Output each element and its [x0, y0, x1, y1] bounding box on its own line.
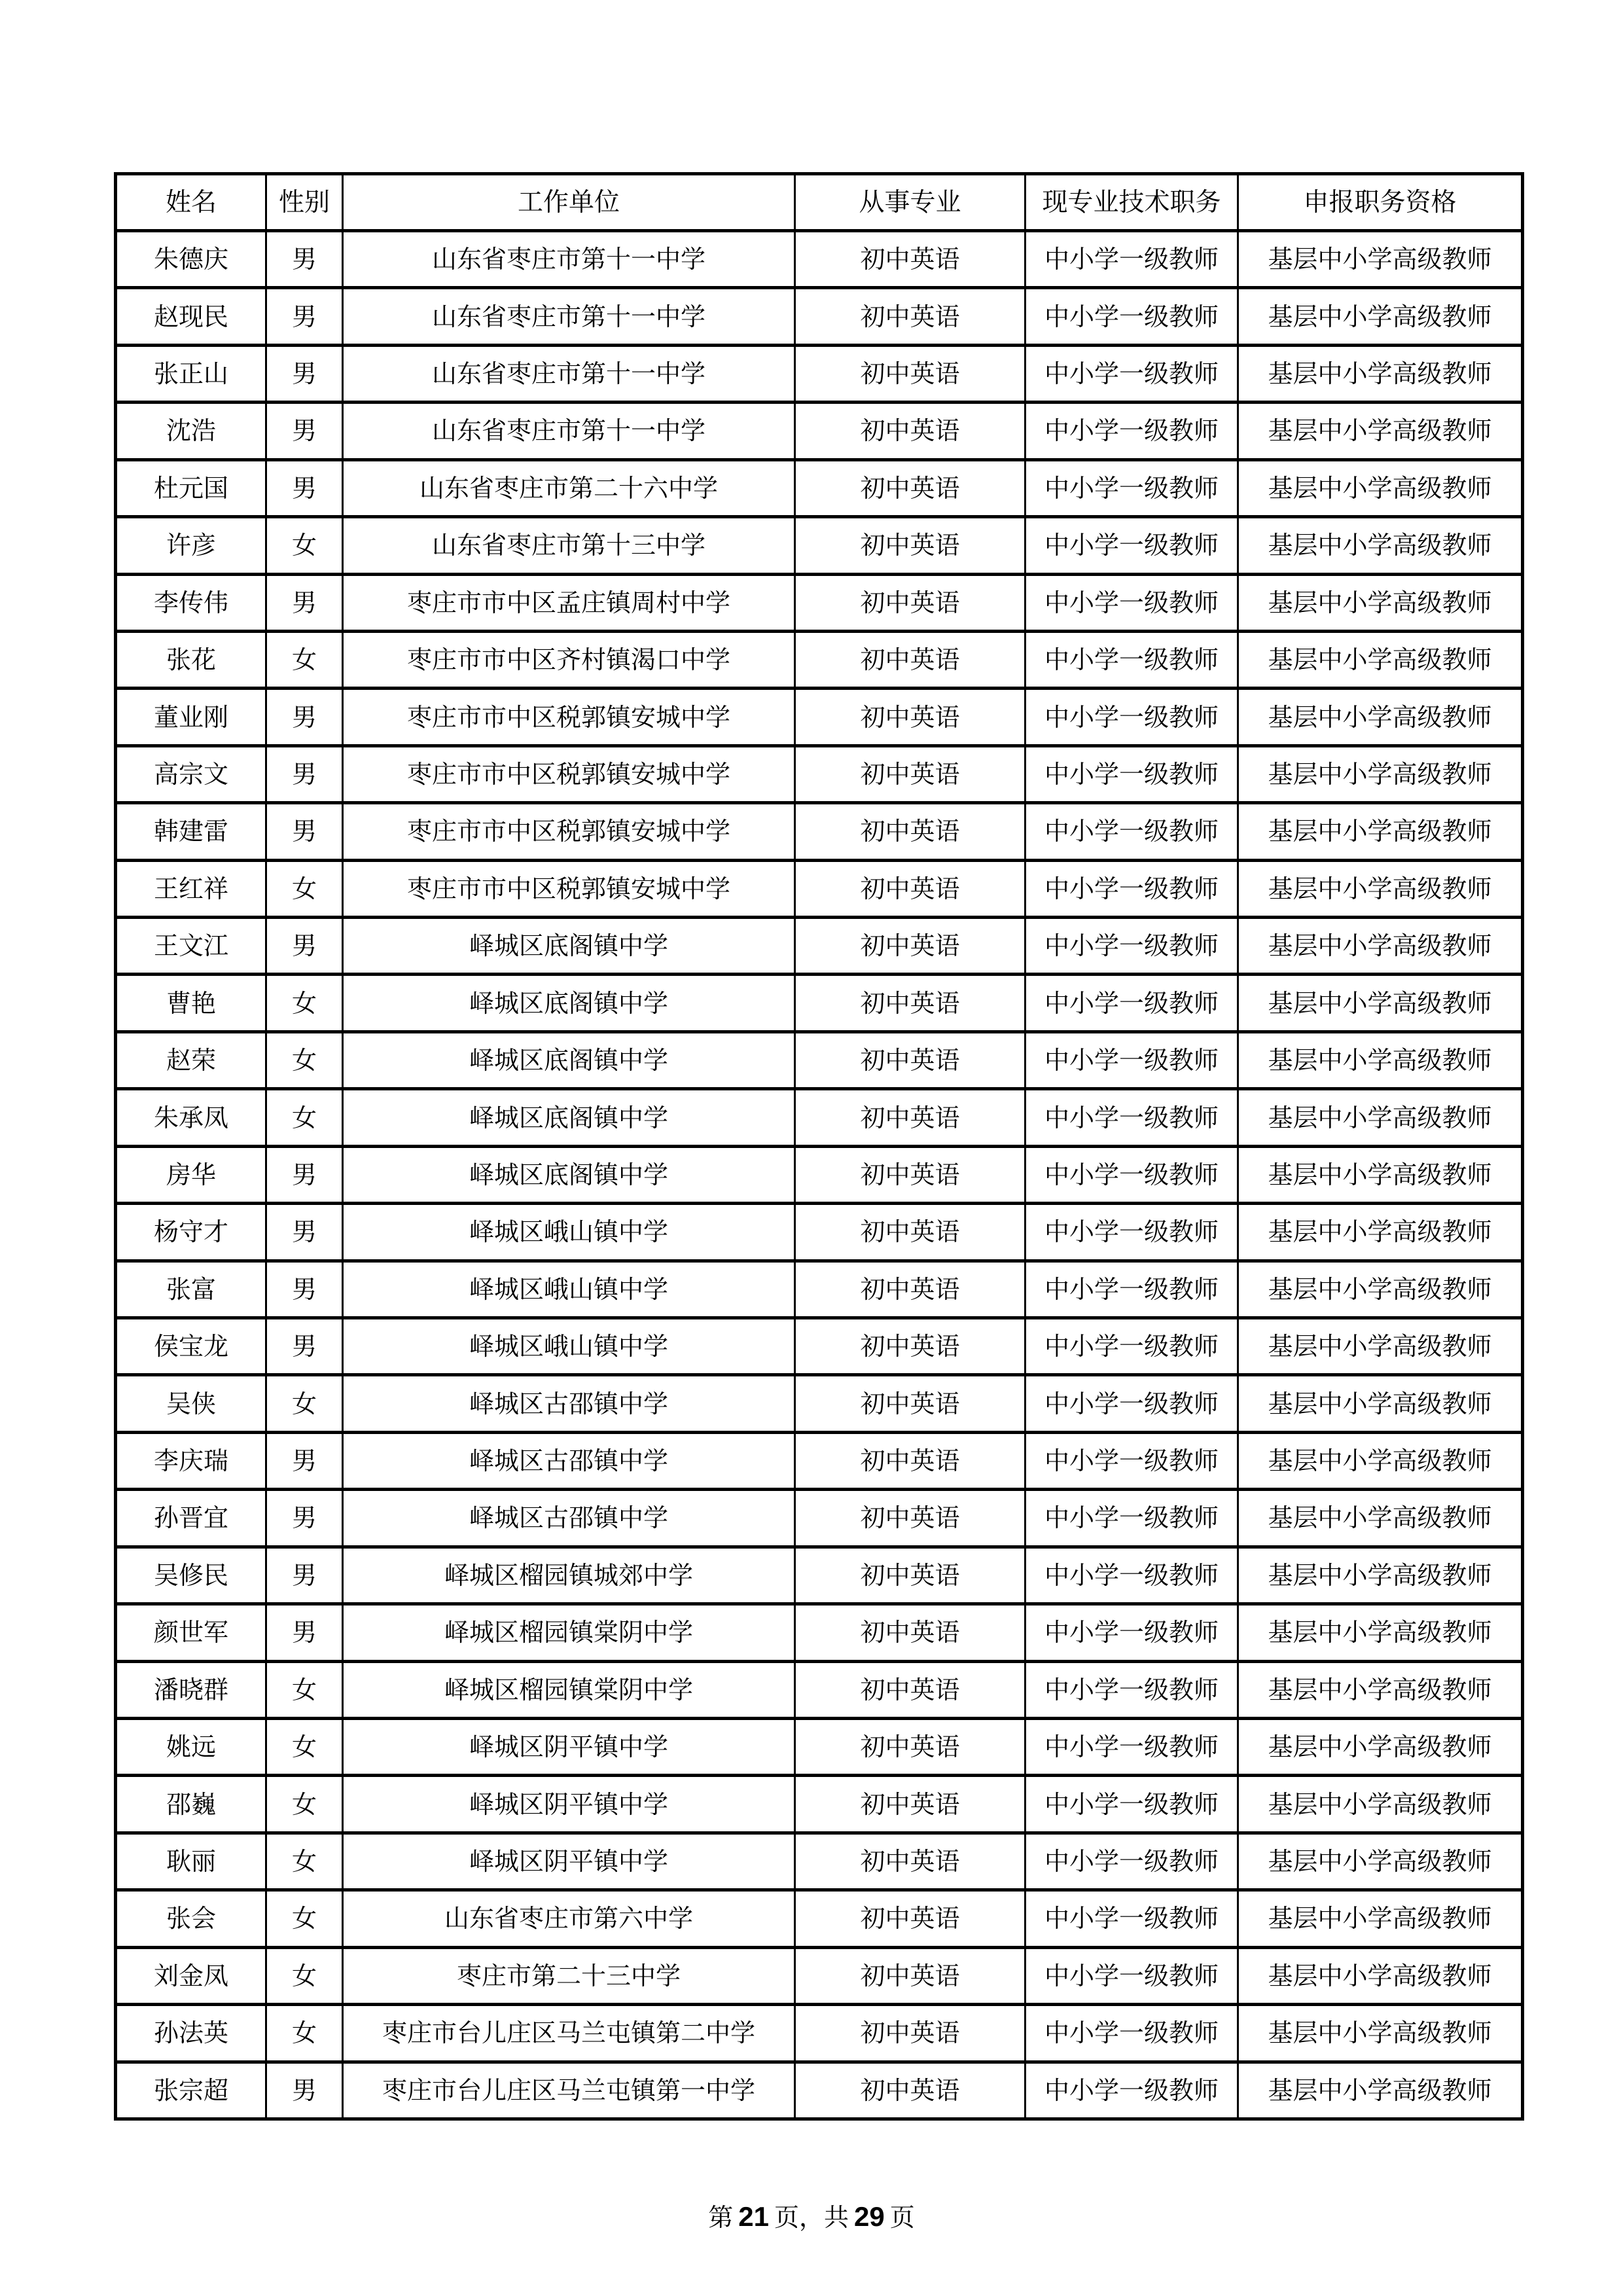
- cell-name: 许彦: [116, 517, 266, 574]
- table-row: [116, 1318, 1523, 1375]
- table-row: [116, 1490, 1523, 1547]
- table-row: [116, 517, 1523, 574]
- cell-work-unit: 山东省枣庄市第十一中学: [343, 345, 795, 402]
- cell-work-unit: 峄城区阴平镇中学: [343, 1833, 795, 1890]
- table-row: [116, 1718, 1523, 1775]
- table-row: [116, 803, 1523, 860]
- cell-current-title: 中小学一级教师: [1026, 1718, 1238, 1775]
- cell-name: 王红祥: [116, 860, 266, 917]
- cell-name: 杜元国: [116, 459, 266, 516]
- cell-major: 初中英语: [795, 689, 1026, 745]
- cell-work-unit: 枣庄市市中区税郭镇安城中学: [343, 803, 795, 860]
- table-row: [116, 1089, 1523, 1146]
- cell-current-title: 中小学一级教师: [1026, 574, 1238, 631]
- cell-work-unit: 峄城区底阁镇中学: [343, 918, 795, 975]
- cell-apply-title: 基层中小学高级教师: [1238, 403, 1523, 459]
- cell-apply-title: 基层中小学高级教师: [1238, 918, 1523, 975]
- cell-major: 初中英语: [795, 631, 1026, 688]
- cell-name: 邵巍: [116, 1776, 266, 1833]
- table-row: [116, 1204, 1523, 1261]
- cell-current-title: 中小学一级教师: [1026, 2062, 1238, 2119]
- cell-name: 韩建雷: [116, 803, 266, 860]
- cell-name: 张会: [116, 1890, 266, 1947]
- cell-work-unit: 山东省枣庄市第十一中学: [343, 403, 795, 459]
- footer-middle: 页，共: [774, 2203, 849, 2232]
- cell-major: 初中英语: [795, 345, 1026, 402]
- cell-name: 刘金凤: [116, 1947, 266, 2004]
- cell-gender: 男: [266, 1604, 343, 1661]
- cell-major: 初中英语: [795, 918, 1026, 975]
- table-row: [116, 975, 1523, 1031]
- cell-gender: 男: [266, 1547, 343, 1604]
- cell-apply-title: 基层中小学高级教师: [1238, 1776, 1523, 1833]
- cell-work-unit: 山东省枣庄市第六中学: [343, 1890, 795, 1947]
- cell-apply-title: 基层中小学高级教师: [1238, 2062, 1523, 2119]
- cell-name: 杨守才: [116, 1204, 266, 1261]
- cell-major: 初中英语: [795, 1890, 1026, 1947]
- footer-prefix: 第: [708, 2203, 734, 2232]
- cell-major: 初中英语: [795, 803, 1026, 860]
- table-row: [116, 345, 1523, 402]
- cell-gender: 女: [266, 1089, 343, 1146]
- cell-major: 初中英语: [795, 1318, 1026, 1375]
- cell-gender: 女: [266, 860, 343, 917]
- cell-name: 孙晋宜: [116, 1490, 266, 1547]
- cell-current-title: 中小学一级教师: [1026, 803, 1238, 860]
- cell-major: 初中英语: [795, 860, 1026, 917]
- cell-apply-title: 基层中小学高级教师: [1238, 689, 1523, 745]
- cell-current-title: 中小学一级教师: [1026, 631, 1238, 688]
- cell-current-title: 中小学一级教师: [1026, 860, 1238, 917]
- cell-gender: 男: [266, 1490, 343, 1547]
- header-apply-title: 申报职务资格: [1238, 174, 1523, 231]
- cell-name: 赵现民: [116, 288, 266, 345]
- cell-apply-title: 基层中小学高级教师: [1238, 1261, 1523, 1318]
- table-row: [116, 459, 1523, 516]
- header-name: 姓名: [116, 174, 266, 231]
- table-row: [116, 1661, 1523, 1718]
- cell-current-title: 中小学一级教师: [1026, 1146, 1238, 1203]
- cell-name: 曹艳: [116, 975, 266, 1031]
- cell-work-unit: 峄城区阴平镇中学: [343, 1776, 795, 1833]
- cell-work-unit: 峄城区底阁镇中学: [343, 1089, 795, 1146]
- table-row: [116, 689, 1523, 745]
- cell-name: 高宗文: [116, 745, 266, 802]
- table-row: [116, 1604, 1523, 1661]
- cell-apply-title: 基层中小学高级教师: [1238, 1661, 1523, 1718]
- cell-current-title: 中小学一级教师: [1026, 459, 1238, 516]
- cell-work-unit: 峄城区阴平镇中学: [343, 1718, 795, 1775]
- cell-major: 初中英语: [795, 1833, 1026, 1890]
- cell-apply-title: 基层中小学高级教师: [1238, 288, 1523, 345]
- cell-name: 张富: [116, 1261, 266, 1318]
- cell-work-unit: 枣庄市市中区齐村镇渴口中学: [343, 631, 795, 688]
- cell-gender: 男: [266, 803, 343, 860]
- cell-major: 初中英语: [795, 1490, 1026, 1547]
- cell-work-unit: 峄城区底阁镇中学: [343, 1146, 795, 1203]
- table-row: [116, 2005, 1523, 2062]
- cell-name: 董业刚: [116, 689, 266, 745]
- cell-major: 初中英语: [795, 975, 1026, 1031]
- cell-apply-title: 基层中小学高级教师: [1238, 459, 1523, 516]
- cell-name: 赵荣: [116, 1031, 266, 1088]
- cell-gender: 男: [266, 1146, 343, 1203]
- cell-name: 沈浩: [116, 403, 266, 459]
- cell-current-title: 中小学一级教师: [1026, 1890, 1238, 1947]
- cell-gender: 男: [266, 1204, 343, 1261]
- cell-apply-title: 基层中小学高级教师: [1238, 1718, 1523, 1775]
- table-row: [116, 918, 1523, 975]
- cell-current-title: 中小学一级教师: [1026, 1604, 1238, 1661]
- cell-major: 初中英语: [795, 459, 1026, 516]
- cell-apply-title: 基层中小学高级教师: [1238, 1089, 1523, 1146]
- cell-work-unit: 峄城区古邵镇中学: [343, 1375, 795, 1432]
- cell-apply-title: 基层中小学高级教师: [1238, 517, 1523, 574]
- table-body: [116, 231, 1523, 2119]
- cell-apply-title: 基层中小学高级教师: [1238, 1547, 1523, 1604]
- cell-work-unit: 峄城区古邵镇中学: [343, 1432, 795, 1489]
- cell-current-title: 中小学一级教师: [1026, 403, 1238, 459]
- cell-current-title: 中小学一级教师: [1026, 1833, 1238, 1890]
- cell-gender: 男: [266, 288, 343, 345]
- cell-major: 初中英语: [795, 1661, 1026, 1718]
- cell-work-unit: 枣庄市市中区税郭镇安城中学: [343, 745, 795, 802]
- cell-work-unit: 山东省枣庄市第十三中学: [343, 517, 795, 574]
- cell-name: 姚远: [116, 1718, 266, 1775]
- cell-gender: 男: [266, 1432, 343, 1489]
- cell-apply-title: 基层中小学高级教师: [1238, 1604, 1523, 1661]
- cell-apply-title: 基层中小学高级教师: [1238, 745, 1523, 802]
- cell-apply-title: 基层中小学高级教师: [1238, 1375, 1523, 1432]
- cell-current-title: 中小学一级教师: [1026, 231, 1238, 288]
- cell-name: 张花: [116, 631, 266, 688]
- cell-current-title: 中小学一级教师: [1026, 1432, 1238, 1489]
- current-page-number: 21: [738, 2201, 769, 2232]
- cell-name: 吴侠: [116, 1375, 266, 1432]
- total-pages-number: 29: [854, 2201, 885, 2232]
- cell-work-unit: 峄城区底阁镇中学: [343, 975, 795, 1031]
- header-gender: 性别: [266, 174, 343, 231]
- cell-name: 吴修民: [116, 1547, 266, 1604]
- cell-work-unit: 山东省枣庄市第二十六中学: [343, 459, 795, 516]
- table-row: [116, 1432, 1523, 1489]
- cell-work-unit: 山东省枣庄市第十一中学: [343, 231, 795, 288]
- cell-gender: 男: [266, 574, 343, 631]
- table-row: [116, 403, 1523, 459]
- cell-major: 初中英语: [795, 517, 1026, 574]
- table-header: [116, 174, 1523, 231]
- cell-name: 张正山: [116, 345, 266, 402]
- cell-current-title: 中小学一级教师: [1026, 288, 1238, 345]
- cell-apply-title: 基层中小学高级教师: [1238, 631, 1523, 688]
- cell-gender: 女: [266, 1718, 343, 1775]
- cell-current-title: 中小学一级教师: [1026, 1089, 1238, 1146]
- table-row: [116, 1547, 1523, 1604]
- page-footer: [0, 2202, 1623, 2233]
- cell-gender: 男: [266, 1261, 343, 1318]
- table-row: [116, 631, 1523, 688]
- cell-current-title: 中小学一级教师: [1026, 918, 1238, 975]
- cell-name: 朱德庆: [116, 231, 266, 288]
- cell-work-unit: 峄城区底阁镇中学: [343, 1031, 795, 1088]
- cell-major: 初中英语: [795, 2005, 1026, 2062]
- cell-current-title: 中小学一级教师: [1026, 2005, 1238, 2062]
- teacher-roster-table: [114, 172, 1524, 2121]
- cell-gender: 女: [266, 1833, 343, 1890]
- table-row: [116, 288, 1523, 345]
- cell-work-unit: 峄城区榴园镇棠阴中学: [343, 1604, 795, 1661]
- cell-name: 孙法英: [116, 2005, 266, 2062]
- cell-apply-title: 基层中小学高级教师: [1238, 1204, 1523, 1261]
- cell-apply-title: 基层中小学高级教师: [1238, 1318, 1523, 1375]
- cell-gender: 男: [266, 689, 343, 745]
- cell-apply-title: 基层中小学高级教师: [1238, 975, 1523, 1031]
- cell-gender: 女: [266, 1947, 343, 2004]
- cell-current-title: 中小学一级教师: [1026, 1204, 1238, 1261]
- cell-major: 初中英语: [795, 1261, 1026, 1318]
- cell-gender: 男: [266, 459, 343, 516]
- cell-gender: 男: [266, 231, 343, 288]
- table-row: [116, 1146, 1523, 1203]
- cell-current-title: 中小学一级教师: [1026, 1947, 1238, 2004]
- cell-apply-title: 基层中小学高级教师: [1238, 2005, 1523, 2062]
- cell-work-unit: 枣庄市台儿庄区马兰屯镇第一中学: [343, 2062, 795, 2119]
- cell-gender: 女: [266, 975, 343, 1031]
- table-row: [116, 1947, 1523, 2004]
- cell-major: 初中英语: [795, 403, 1026, 459]
- table-row: [116, 1261, 1523, 1318]
- cell-apply-title: 基层中小学高级教师: [1238, 860, 1523, 917]
- cell-work-unit: 峄城区榴园镇棠阴中学: [343, 1661, 795, 1718]
- cell-name: 侯宝龙: [116, 1318, 266, 1375]
- cell-work-unit: 峄城区峨山镇中学: [343, 1261, 795, 1318]
- cell-apply-title: 基层中小学高级教师: [1238, 345, 1523, 402]
- cell-major: 初中英语: [795, 1089, 1026, 1146]
- cell-work-unit: 枣庄市第二十三中学: [343, 1947, 795, 2004]
- cell-work-unit: 山东省枣庄市第十一中学: [343, 288, 795, 345]
- table-row: [116, 1776, 1523, 1833]
- cell-gender: 女: [266, 1776, 343, 1833]
- cell-major: 初中英语: [795, 231, 1026, 288]
- cell-gender: 男: [266, 1318, 343, 1375]
- cell-apply-title: 基层中小学高级教师: [1238, 1031, 1523, 1088]
- footer-suffix: 页: [889, 2203, 915, 2232]
- cell-major: 初中英语: [795, 1776, 1026, 1833]
- cell-name: 张宗超: [116, 2062, 266, 2119]
- table-row: [116, 1833, 1523, 1890]
- header-work-unit: 工作单位: [343, 174, 795, 231]
- cell-major: 初中英语: [795, 1031, 1026, 1088]
- cell-major: 初中英语: [795, 2062, 1026, 2119]
- cell-name: 房华: [116, 1146, 266, 1203]
- cell-work-unit: 峄城区古邵镇中学: [343, 1490, 795, 1547]
- cell-major: 初中英语: [795, 1375, 1026, 1432]
- cell-gender: 女: [266, 1890, 343, 1947]
- cell-current-title: 中小学一级教师: [1026, 1547, 1238, 1604]
- header-current-title: 现专业技术职务: [1026, 174, 1238, 231]
- cell-major: 初中英语: [795, 1947, 1026, 2004]
- cell-work-unit: 枣庄市市中区税郭镇安城中学: [343, 689, 795, 745]
- cell-current-title: 中小学一级教师: [1026, 1776, 1238, 1833]
- cell-work-unit: 枣庄市市中区孟庄镇周村中学: [343, 574, 795, 631]
- cell-apply-title: 基层中小学高级教师: [1238, 803, 1523, 860]
- cell-current-title: 中小学一级教师: [1026, 975, 1238, 1031]
- cell-major: 初中英语: [795, 1204, 1026, 1261]
- cell-name: 潘晓群: [116, 1661, 266, 1718]
- cell-current-title: 中小学一级教师: [1026, 1490, 1238, 1547]
- cell-name: 颜世军: [116, 1604, 266, 1661]
- cell-major: 初中英语: [795, 1146, 1026, 1203]
- cell-name: 王文江: [116, 918, 266, 975]
- cell-name: 朱承凤: [116, 1089, 266, 1146]
- cell-work-unit: 峄城区峨山镇中学: [343, 1318, 795, 1375]
- cell-current-title: 中小学一级教师: [1026, 1261, 1238, 1318]
- table-row: [116, 574, 1523, 631]
- table-row: [116, 1890, 1523, 1947]
- cell-apply-title: 基层中小学高级教师: [1238, 1947, 1523, 2004]
- cell-gender: 男: [266, 745, 343, 802]
- cell-gender: 女: [266, 631, 343, 688]
- cell-current-title: 中小学一级教师: [1026, 689, 1238, 745]
- cell-major: 初中英语: [795, 745, 1026, 802]
- cell-work-unit: 峄城区峨山镇中学: [343, 1204, 795, 1261]
- cell-gender: 女: [266, 1661, 343, 1718]
- cell-apply-title: 基层中小学高级教师: [1238, 1890, 1523, 1947]
- cell-work-unit: 枣庄市市中区税郭镇安城中学: [343, 860, 795, 917]
- cell-apply-title: 基层中小学高级教师: [1238, 574, 1523, 631]
- header-row: [116, 174, 1523, 231]
- cell-current-title: 中小学一级教师: [1026, 345, 1238, 402]
- table-row: [116, 1375, 1523, 1432]
- cell-apply-title: 基层中小学高级教师: [1238, 1432, 1523, 1489]
- cell-work-unit: 枣庄市台儿庄区马兰屯镇第二中学: [343, 2005, 795, 2062]
- cell-name: 耿丽: [116, 1833, 266, 1890]
- cell-apply-title: 基层中小学高级教师: [1238, 1490, 1523, 1547]
- cell-gender: 男: [266, 345, 343, 402]
- cell-gender: 女: [266, 2005, 343, 2062]
- cell-gender: 女: [266, 517, 343, 574]
- cell-name: 李庆瑞: [116, 1432, 266, 1489]
- table-row: [116, 745, 1523, 802]
- cell-current-title: 中小学一级教师: [1026, 1318, 1238, 1375]
- cell-major: 初中英语: [795, 1604, 1026, 1661]
- cell-current-title: 中小学一级教师: [1026, 745, 1238, 802]
- cell-gender: 男: [266, 2062, 343, 2119]
- header-major: 从事专业: [795, 174, 1026, 231]
- cell-major: 初中英语: [795, 1432, 1026, 1489]
- cell-current-title: 中小学一级教师: [1026, 1031, 1238, 1088]
- cell-major: 初中英语: [795, 288, 1026, 345]
- cell-name: 李传伟: [116, 574, 266, 631]
- cell-apply-title: 基层中小学高级教师: [1238, 231, 1523, 288]
- cell-apply-title: 基层中小学高级教师: [1238, 1146, 1523, 1203]
- cell-current-title: 中小学一级教师: [1026, 1661, 1238, 1718]
- cell-gender: 女: [266, 1375, 343, 1432]
- table-row: [116, 231, 1523, 288]
- cell-current-title: 中小学一级教师: [1026, 517, 1238, 574]
- table-row: [116, 860, 1523, 917]
- table-row: [116, 1031, 1523, 1088]
- cell-apply-title: 基层中小学高级教师: [1238, 1833, 1523, 1890]
- cell-gender: 男: [266, 918, 343, 975]
- cell-work-unit: 峄城区榴园镇城郊中学: [343, 1547, 795, 1604]
- cell-major: 初中英语: [795, 1718, 1026, 1775]
- table-row: [116, 2062, 1523, 2119]
- cell-gender: 女: [266, 1031, 343, 1088]
- cell-major: 初中英语: [795, 1547, 1026, 1604]
- cell-gender: 男: [266, 403, 343, 459]
- cell-major: 初中英语: [795, 574, 1026, 631]
- cell-current-title: 中小学一级教师: [1026, 1375, 1238, 1432]
